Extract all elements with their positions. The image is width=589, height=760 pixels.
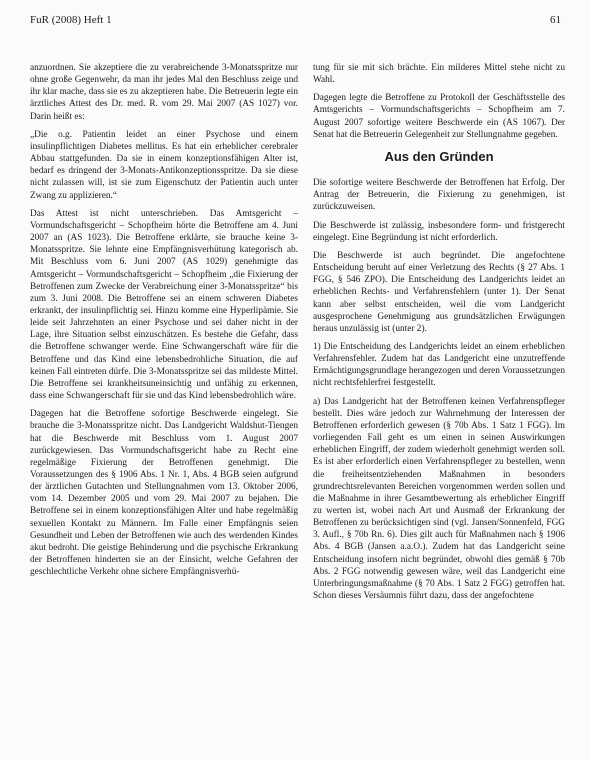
journal-title: FuR (2008) Heft 1: [30, 14, 112, 26]
left-column: [30, 62, 298, 584]
page-number: 61: [550, 14, 561, 26]
paragraph: Dagegen legte die Betroffene zu Protokoll der Geschäftsstelle des Amtsgerichts – Vormundschaftsgerichts – Schopfheim am 7. August 2007 sofortige weitere Beschwerde ein (AS 1067). Der Senat hat die Betreuerin Gelegenheit zur Stellungnahme gegeben.: [313, 93, 565, 140]
section-heading: Aus den Gründen: [384, 148, 494, 164]
paragraph: 1) Die Entscheidung des Landgerichts leidet an einem erheblichen Verfahrensfehler. Zudem hat das Landgericht eine unzutreffende Ermächtigungsgrundlage herangezogen und deren Voraussetzungen nicht rechtsfehlerfrei festgestellt.: [313, 341, 565, 389]
quoted-attest: „Die o.g. Patientin leidet an einer Psychose und einem insulinpflichtigen Diabetes mellitus. Es hat ein erheblicher cerebraler Abbau stattgefunden. Da sie in einem konzeptionsfähigen Alter ist, bedarf es dringend der 3-Monats-Antikonzeptionsspritze. Da sie diese nicht zulassen will, ist sie zum Eigenschutz der Patientin auch unter Zwang zu applizieren.“: [30, 129, 298, 201]
paragraph: Das Attest ist nicht unterschrieben. Das Amtsgericht – Vormundschaftsgericht – Schopfheim hörte die Betroffene am 4. Juni 2007 an (AS 1023). Die Betroffene erklärte, sie brauche keine 3-Monatsspritze. Sie lehnte eine Empfängnisverhütung kategorisch ab. Mit Beschluss vom 6. Juni 2007 (AS 1029) genehmigte das Amtsgericht – Vormundschaftsgericht – Schopfheim „die Fixierung der Betroffenen zum Zwecke der Verabreichung einer 3-Monatsspritze“ bis zum 3. Juni 2008. Die Betroffene sei an einem schweren Diabetes erkrankt, der insulinpflichtig sei. Hinzu komme eine Hyperlipämie. Sie leide seit Jahrzehnten an einer Psychose und sei daher nicht in der Lage, ihre Situation selbst einzuschätzen. Es bestehe die Gefahr, dass die Betroffene schwanger werde. Eine Schwangerschaft wäre für die Betroffene und das Kind eine lebensbedrohliche Situation, die auf keinen Fall eintreten dürfe. Die 3-Monatsspritze sei das mildeste Mittel. Die Betroffene sei krankheitsuneinsichtig und unfähig zu erkennen, dass eine Schwangerschaft für sie und das Kind lebensbedrohlich wäre.: [30, 208, 298, 402]
paragraph: tung für sie mit sich brächte. Ein milderes Mittel stehe nicht zu Wahl.: [313, 63, 565, 86]
running-header: [30, 14, 561, 32]
paragraph: Die Beschwerde ist auch begründet. Die angefochtene Entscheidung beruht auf einer Verletzung des Rechts (§ 27 Abs. 1 FGG, § 546 ZPO). Die Entscheidung des Landgerichts leidet an erheblichen Rechts- und Verfahrensfehlern (unter 1). Der Senat kann aber selbst entscheiden, weil die vom Landgericht ausgesprochene Genehmigung aus grundsätzlichen Erwägungen heraus unzulässig ist (unter 2).: [313, 250, 565, 334]
paragraph: Dagegen hat die Betroffene sofortige Beschwerde eingelegt. Sie brauche die 3-Monatsspritze nicht. Das Landgericht Waldshut-Tiengen hat die Beschwerde mit Beschluss vom 1. August 2007 zurückgewiesen. Das Vormundschaftsgericht habe zu Recht eine regelmäßige Fixierung der Betroffenen genehmigt. Die Voraussetzungen des § 1906 Abs. 1 Nr. 1, Abs. 4 BGB seien aufgrund der ärztlichen Gutachten und Stellungnahmen vom 13. Oktober 2006, vom 14. Dezember 2005 und vom 29. Mai 2007 zu bejahen. Die Betroffene sei in einem konzeptionsfähigen Alter und habe regelmäßig sexuellen Kontakt zu Männern. Im Falle einer Empfängnis seien Gesundheit und Leben der Betroffenen wie auch des werdenden Kindes akut bedroht. Die geistige Behinderung und die psychische Erkrankung der Betroffenen hinderten sie an der Einsicht, welche Gefahren der geschlechtliche Verkehr ohne sichere Empfängnisverhü-: [30, 409, 298, 578]
paragraph: Die Beschwerde ist zulässig, insbesondere form- und fristgerecht eingelegt. Eine Begründung ist nicht erforderlich.: [313, 220, 565, 243]
right-column: [313, 62, 565, 608]
paragraph: a) Das Landgericht hat der Betroffenen keinen Verfahrenspfleger bestellt. Dies wäre jedoch zur Wahrnehmung der Interessen der Betroffenen erforderlich gewesen (§ 70b Abs. 1 Satz 1 FGG). Im vorliegenden Fall geht es um einen in seinen Auswirkungen erheblichen Eingriff, der zudem wiederholt genehmigt werden soll. Es ist aber erforderlich einen Verfahrenspfleger zu bestellen, wenn die freiheitsentziehenden Maßnahmen in besonders grundrechtsrelevanten Bereichen vorgenommen werden sollen und die Maßnahme in ihrer Gesamtbewertung als erheblicher Eingriff zu werten ist, wobei nach Art und Ausmaß der Erkrankung der Betroffenen zu berücksichtigen sind (vgl. Jansen/Sonnenfeld, FGG 3. Aufl., § 70b Rn. 6). Dies gilt auch für Maßnahmen nach § 1906 Abs. 4 BGB (Jansen a.a.O.). Zudem hat das Landgericht seine Entscheidung insofern nicht begründet, obwohl dies gemäß § 70b Abs. 2 FGG notwendig gewesen wäre, weil das Landgericht eine Unterbringungsmaßnahme (§ 70 Abs. 1 Satz 2 FGG) getroffen hat. Schon dieses Versäumnis führt dazu, dass der angefochtene: [313, 396, 565, 602]
paragraph: Die sofortige weitere Beschwerde der Betroffenen hat Erfolg. Der Antrag der Betreuerin, die Fixierung zu genehmigen, ist zurückzuweisen.: [313, 178, 565, 213]
paragraph: anzuordnen. Sie akzeptiere die zu verabreichende 3-Monatsspritze nur ohne große Gegenwehr, da man ihr jedes Mal den Beschluss zeige und ihr klar mache, dass sie es zu akzeptieren habe. Die Betreuerin legte ein ärztliches Attest des Dr. med. R. vom 29. Mai 2007 (AS 1027) vor. Darin heißt es:: [30, 63, 298, 122]
